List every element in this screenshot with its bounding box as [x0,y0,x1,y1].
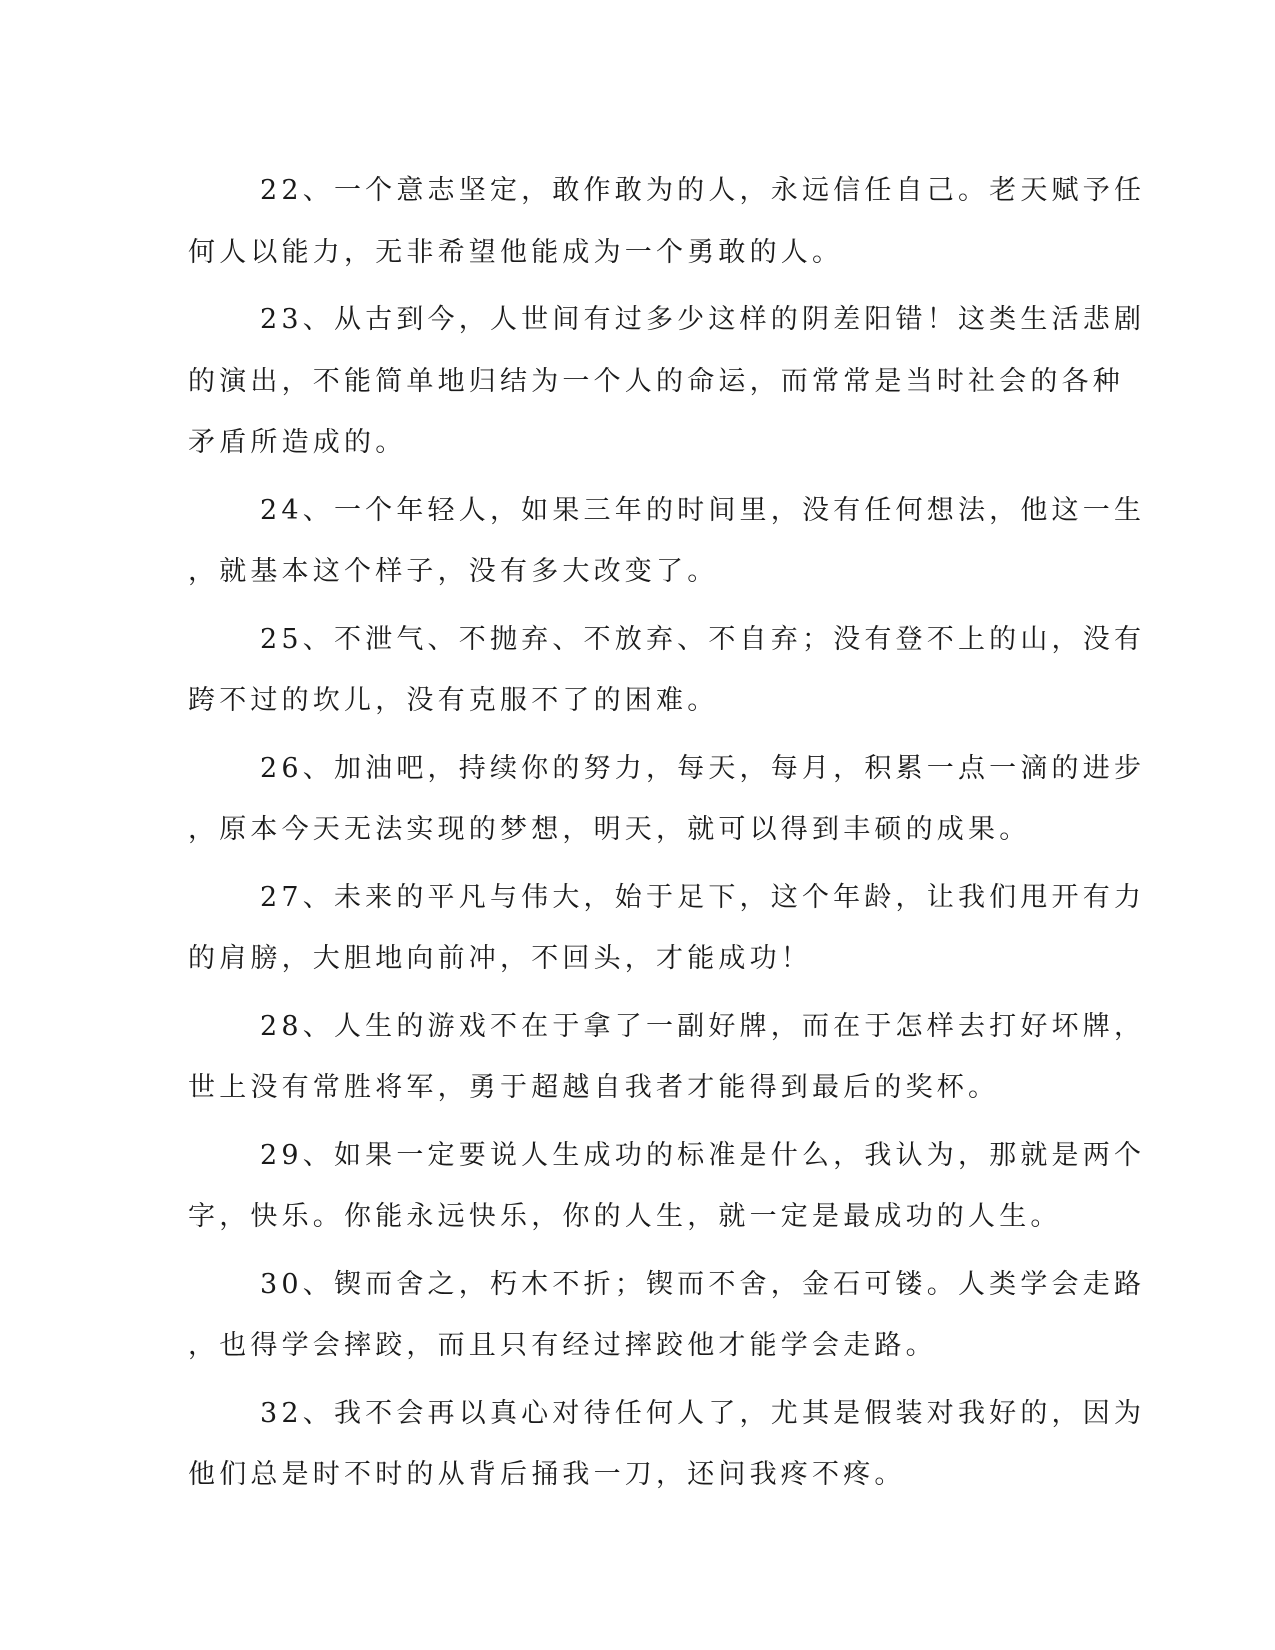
paragraph-27 [188,867,1146,990]
paragraph-line: 30、锲而舍之，朽木不折；锲而不舍，金石可镂。人类学会走路 [260,1268,1146,1300]
paragraph-22 [188,160,1146,283]
paragraph-line: 何人以能力，无非希望他能成为一个勇敢的人。 [188,236,844,268]
paragraph-23 [188,289,1146,474]
paragraph-24 [188,480,1146,603]
paragraph-line: 25、不泄气、不抛弃、不放弃、不自弃；没有登不上的山，没有 [260,623,1146,655]
paragraph-line: 矛盾所造成的。 [188,427,407,458]
paragraph-line: 的肩膀，大胆地向前冲，不回头，才能成功！ [188,943,812,974]
paragraph-28 [188,996,1146,1119]
paragraph-30 [188,1254,1146,1377]
body-text [188,160,1146,1512]
paragraph-26 [188,738,1146,861]
paragraph-line: 29、如果一定要说人生成功的标准是什么，我认为，那就是两个 [260,1139,1146,1171]
paragraph-line: 23、从古到今，人世间有过多少这样的阴差阳错！这类生活悲剧 [260,304,1146,335]
paragraph-32 [188,1383,1146,1506]
paragraph-line: 跨不过的坎儿，没有克服不了的困难。 [188,685,719,716]
paragraph-line: ，就基本这个样子，没有多大改变了。 [188,556,719,587]
paragraph-line: 22、一个意志坚定，敢作敢为的人，永远信任自己。老天赋予任 [260,175,1146,206]
paragraph-line: 27、未来的平凡与伟大，始于足下，这个年龄，让我们甩开有力 [260,881,1146,913]
paragraph-line: 24、一个年轻人，如果三年的时间里，没有任何想法，他这一生 [260,494,1146,526]
paragraph-line: ，也得学会摔跤，而且只有经过摔跤他才能学会走路。 [188,1330,937,1361]
paragraph-line: 世上没有常胜将军，勇于超越自我者才能得到最后的奖杯。 [188,1072,1000,1103]
paragraph-25 [188,609,1146,732]
paragraph-line: 字，快乐。你能永远快乐，你的人生，就一定是最成功的人生。 [188,1201,1062,1232]
paragraph-line: 他们总是时不时的从背后捅我一刀，还问我疼不疼。 [188,1459,906,1490]
paragraph-line: 28、人生的游戏不在于拿了一副好牌，而在于怎样去打好坏牌， [260,1010,1146,1042]
paragraph-line: 32、我不会再以真心对待任何人了，尤其是假装对我好的，因为 [260,1397,1146,1429]
paragraph-line: ，原本今天无法实现的梦想，明天，就可以得到丰硕的成果。 [188,814,1031,845]
paragraph-line: 26、加油吧，持续你的努力，每天，每月，积累一点一滴的进步 [260,752,1146,784]
paragraph-line: 的演出，不能简单地归结为一个人的命运，而常常是当时社会的各种 [188,365,1124,397]
paragraph-29 [188,1125,1146,1248]
